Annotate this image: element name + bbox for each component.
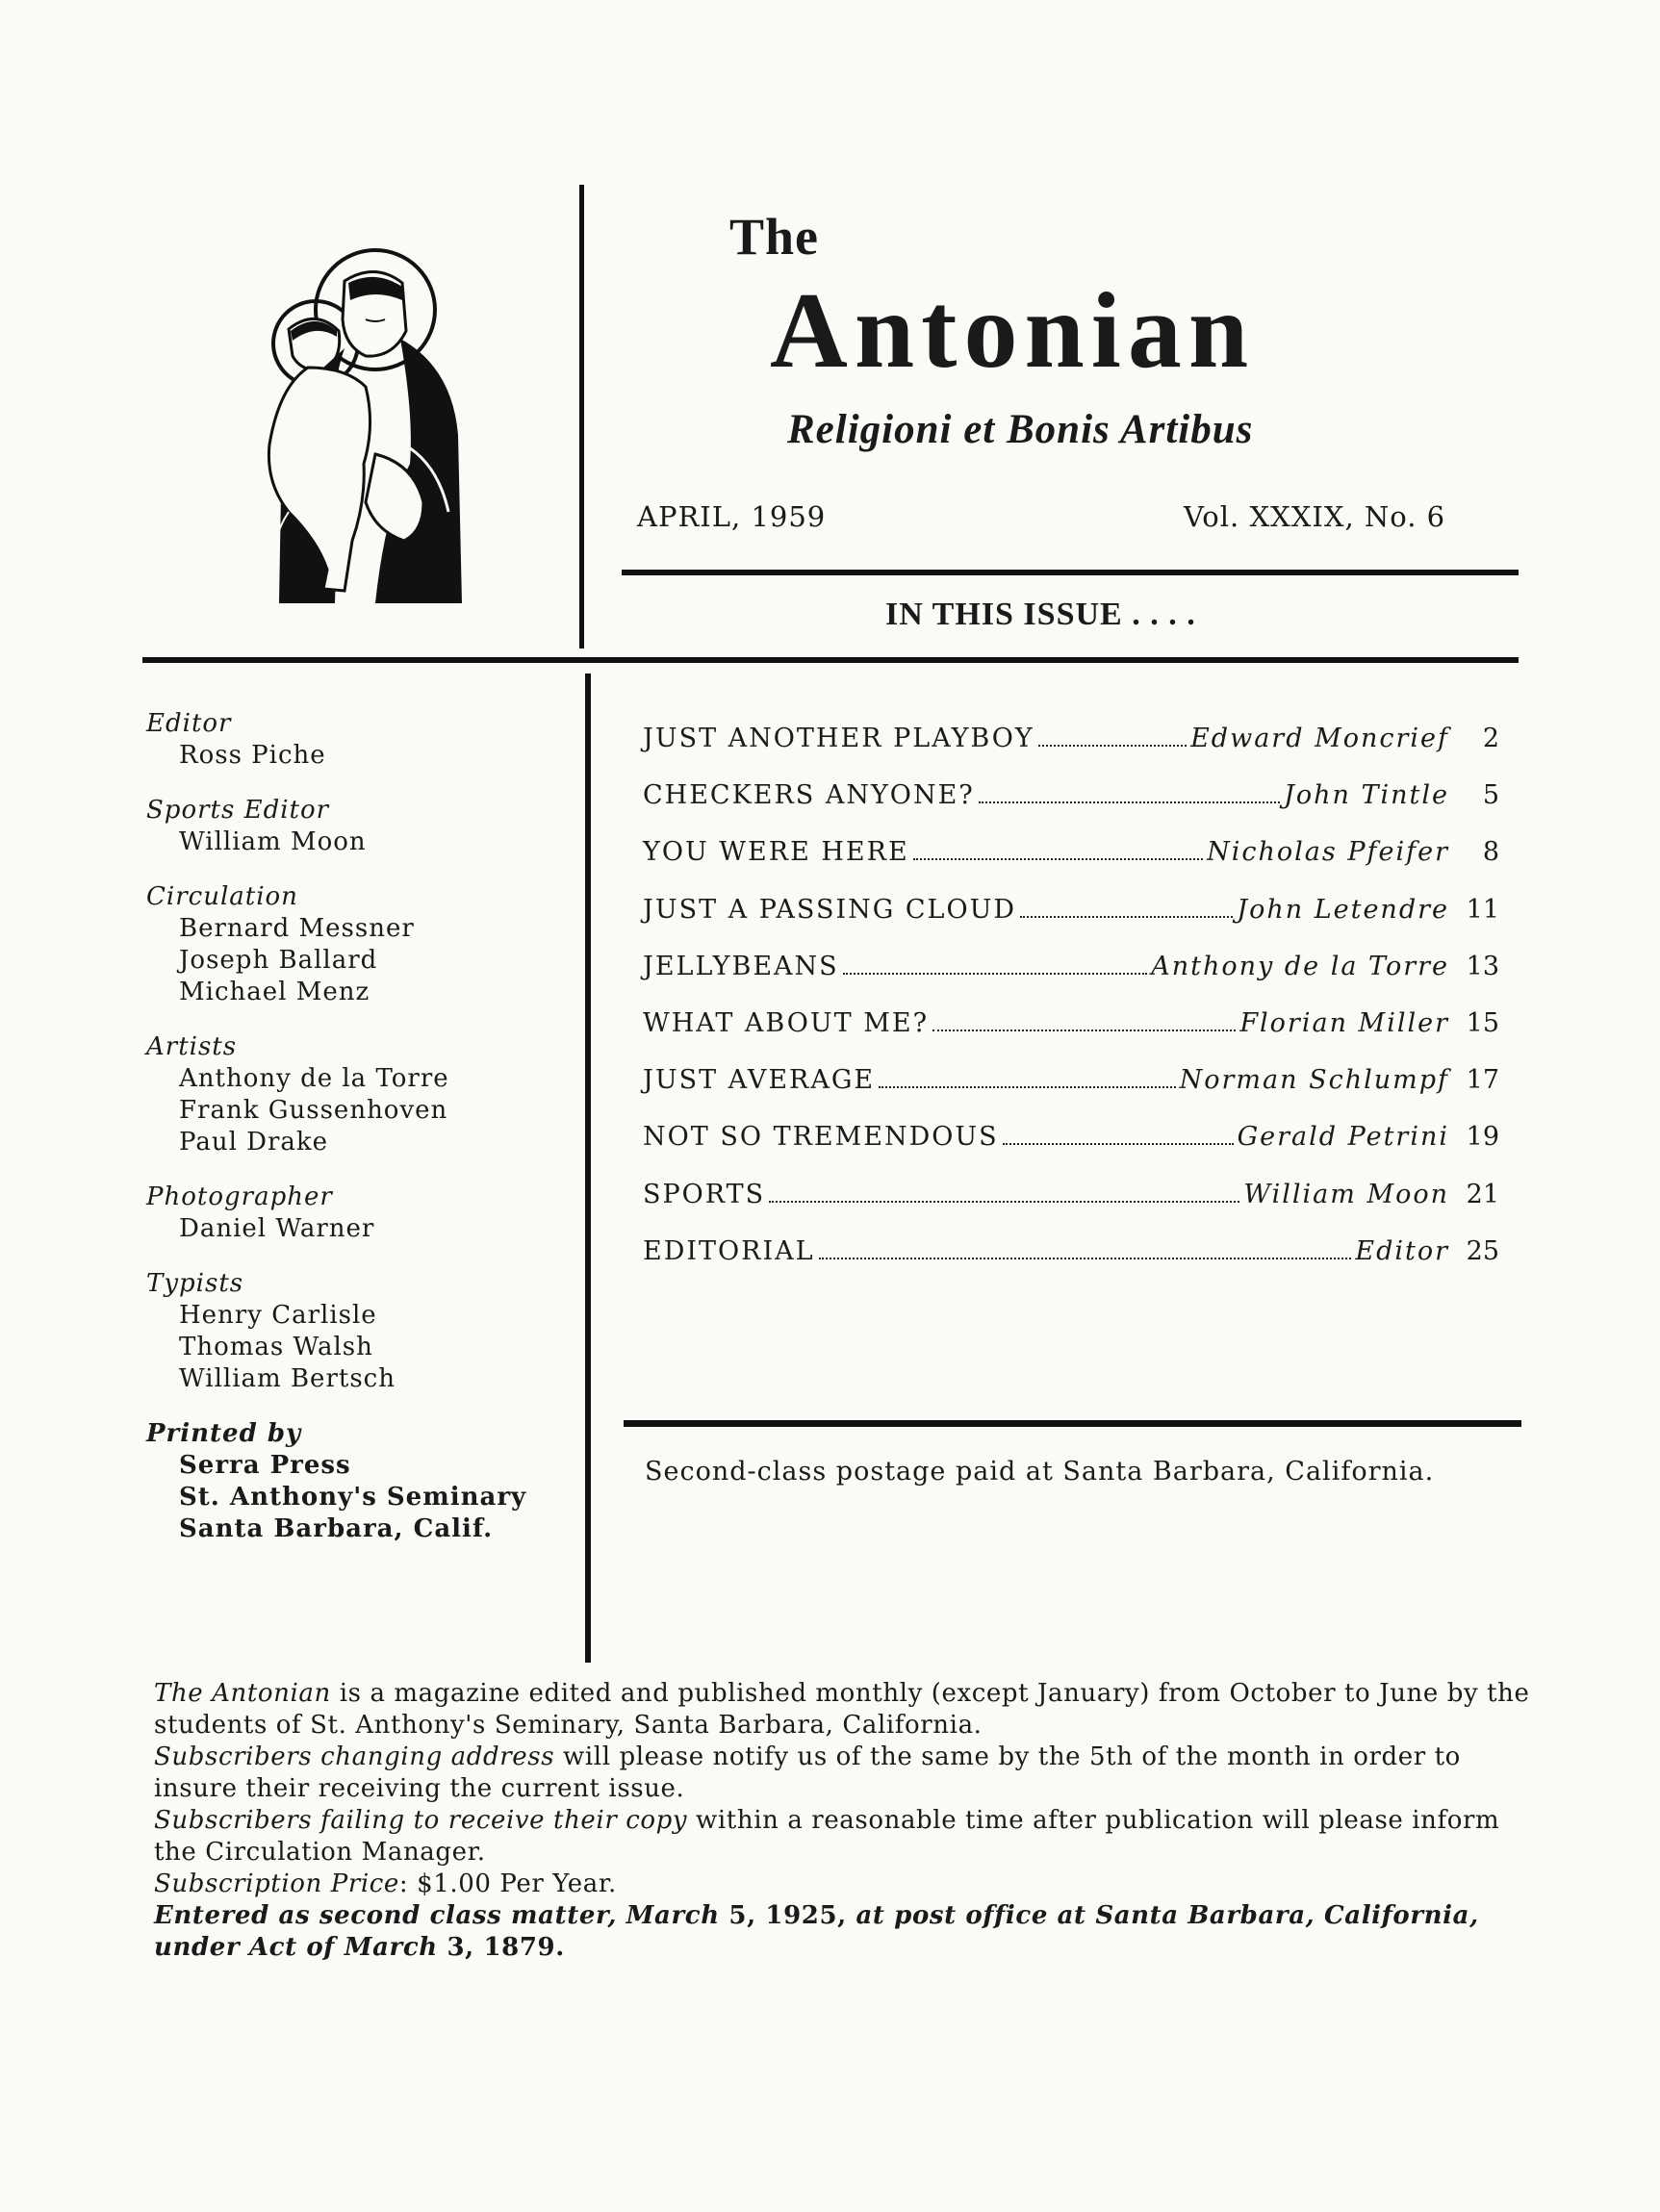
toc-page: 25	[1466, 1235, 1499, 1266]
staff-group-editor	[146, 708, 570, 772]
staff-name: Daniel Warner	[179, 1214, 375, 1243]
staff-name: Serra Press	[179, 1451, 351, 1480]
staff-group-typists	[146, 1268, 570, 1395]
staff-role: Editor	[146, 709, 232, 738]
staff-name: Henry Carlisle	[179, 1301, 377, 1330]
toc-page: 8	[1482, 837, 1499, 868]
toc-title: SPORTS	[643, 1179, 766, 1209]
toc-author: John Tintle	[1284, 780, 1449, 811]
postage-notice: Second-class postage paid at Santa Barbara, California.	[645, 1457, 1435, 1487]
toc-leader	[1038, 745, 1187, 747]
notice-label: Subscription Price	[154, 1869, 399, 1898]
notice-publication	[154, 1678, 1530, 1742]
toc-page: 19	[1466, 1122, 1499, 1153]
toc-author: Nicholas Pfeifer	[1207, 837, 1449, 868]
toc-entry	[643, 1180, 1499, 1236]
toc-title: JUST A PASSING CLOUD	[643, 894, 1017, 925]
toc-entry	[643, 724, 1499, 780]
toc-author: Gerald Petrini	[1237, 1122, 1449, 1153]
issue-rule-top	[622, 570, 1519, 575]
notice-label: Subscribers failing to receive their copy	[154, 1806, 688, 1835]
in-this-issue-heading: IN THIS ISSUE . . . .	[885, 597, 1196, 632]
staff-name: Ross Piche	[179, 741, 326, 770]
toc-title: NOT SO TREMENDOUS	[643, 1122, 999, 1153]
toc-entry	[643, 1122, 1499, 1179]
staff-name: Thomas Walsh	[179, 1333, 373, 1361]
toc-author: Editor	[1355, 1235, 1449, 1266]
notice-label: Entered as second class matter, March	[154, 1901, 720, 1930]
page-rule	[142, 657, 1519, 663]
toc-leader	[1003, 1143, 1234, 1145]
notice-text: is a magazine edited and published monthly (except January) from October to June by the students of St. Anthony's Seminary, Santa Barbara, California.	[154, 1679, 1530, 1740]
notice-subscription-price	[154, 1869, 1530, 1900]
notice-label: Subscribers changing address	[154, 1742, 555, 1771]
staff-name: Michael Menz	[179, 978, 370, 1006]
toc-page: 15	[1466, 1007, 1499, 1038]
staff-name: Frank Gussenhoven	[179, 1096, 448, 1125]
toc-entry	[643, 952, 1499, 1008]
notice-missing-copy	[154, 1805, 1530, 1869]
notice-text: : $1.00 Per Year.	[398, 1869, 617, 1898]
notice-text: will please notify us of the same by the 5th of the month in order to insure their receiving the current issue.	[154, 1742, 1461, 1803]
staff-name: Paul Drake	[179, 1128, 329, 1157]
staff-group-circulation	[146, 881, 570, 1008]
toc-title: EDITORIAL	[643, 1235, 815, 1266]
notice-text: 5, 1925,	[719, 1901, 856, 1930]
toc-entry	[643, 895, 1499, 952]
toc-leader	[1020, 916, 1233, 918]
staff-name: Joseph Ballard	[179, 946, 378, 975]
toc-page: 13	[1466, 951, 1499, 981]
title-the: The	[729, 208, 820, 266]
toc-entry	[643, 837, 1499, 894]
column-divider-vertical	[585, 674, 591, 1663]
toc-title: JUST ANOTHER PLAYBOY	[643, 724, 1034, 753]
toc-page: 21	[1466, 1179, 1499, 1209]
notice-address-change	[154, 1742, 1530, 1805]
toc-author: Florian Miller	[1239, 1007, 1449, 1038]
toc-leader	[819, 1258, 1352, 1259]
notice-text: 3, 1879.	[437, 1933, 565, 1962]
issue-date: APRIL, 1959	[637, 500, 827, 533]
toc-page: 5	[1482, 780, 1499, 811]
staff-group-artists	[146, 1031, 570, 1158]
staff-group-photographer	[146, 1182, 570, 1245]
toc-leader	[769, 1201, 1239, 1203]
toc-leader	[979, 801, 1280, 803]
toc-leader	[843, 973, 1148, 975]
issue-volume: Vol. XXXIX, No. 6	[1184, 500, 1446, 533]
staff-group-printed-by	[146, 1418, 570, 1545]
staff-role: Typists	[146, 1269, 244, 1298]
table-of-contents	[643, 724, 1499, 1293]
toc-author: Edward Moncrief	[1190, 724, 1449, 753]
staff-role: Sports Editor	[146, 796, 330, 825]
toc-leader	[879, 1086, 1175, 1088]
toc-entry	[643, 1236, 1499, 1293]
toc-author: Norman Schlumpf	[1179, 1065, 1449, 1096]
toc-page: 2	[1482, 724, 1499, 753]
toc-title: WHAT ABOUT ME?	[643, 1007, 930, 1038]
toc-entry	[643, 1008, 1499, 1065]
notice-label: at post office at Santa Barbara, California, under Act of March	[154, 1901, 1479, 1962]
toc-page: 17	[1466, 1065, 1499, 1096]
magazine-name: The Antonian	[154, 1679, 331, 1708]
notice-entered	[154, 1900, 1530, 1964]
staff-role: Artists	[146, 1032, 238, 1061]
masthead-divider-vertical	[579, 185, 584, 648]
toc-page: 11	[1466, 894, 1499, 925]
saint-anthony-logo	[231, 223, 472, 608]
toc-title: JUST AVERAGE	[643, 1065, 876, 1096]
staff-list	[146, 708, 570, 1568]
staff-name: St. Anthony's Seminary	[179, 1483, 527, 1512]
toc-title: JELLYBEANS	[643, 951, 839, 981]
toc-author: John Letendre	[1237, 894, 1449, 925]
notice-text: within a reasonable time after publication will please inform the Circulation Manager.	[154, 1806, 1500, 1867]
toc-author: Anthony de la Torre	[1151, 951, 1449, 981]
staff-role: Printed by	[146, 1419, 302, 1448]
publication-notice	[154, 1678, 1530, 1964]
motto: Religioni et Bonis Artibus	[787, 407, 1254, 452]
toc-leader	[913, 858, 1203, 860]
staff-name: Bernard Messner	[179, 914, 415, 943]
staff-name: William Bertsch	[179, 1364, 396, 1393]
toc-leader	[932, 1030, 1236, 1031]
toc-entry	[643, 780, 1499, 837]
staff-name: William Moon	[179, 827, 367, 856]
toc-entry	[643, 1065, 1499, 1122]
staff-role: Photographer	[146, 1182, 333, 1211]
toc-title: CHECKERS ANYONE?	[643, 780, 975, 811]
toc-title: YOU WERE HERE	[643, 837, 909, 868]
contents-rule-bottom	[624, 1420, 1521, 1427]
staff-name: Anthony de la Torre	[179, 1064, 449, 1093]
toc-author: William Moon	[1243, 1179, 1449, 1209]
staff-group-sports-editor	[146, 795, 570, 858]
staff-role: Circulation	[146, 882, 298, 911]
staff-name: Santa Barbara, Calif.	[179, 1514, 494, 1543]
magazine-title: Antonian	[770, 271, 1256, 391]
